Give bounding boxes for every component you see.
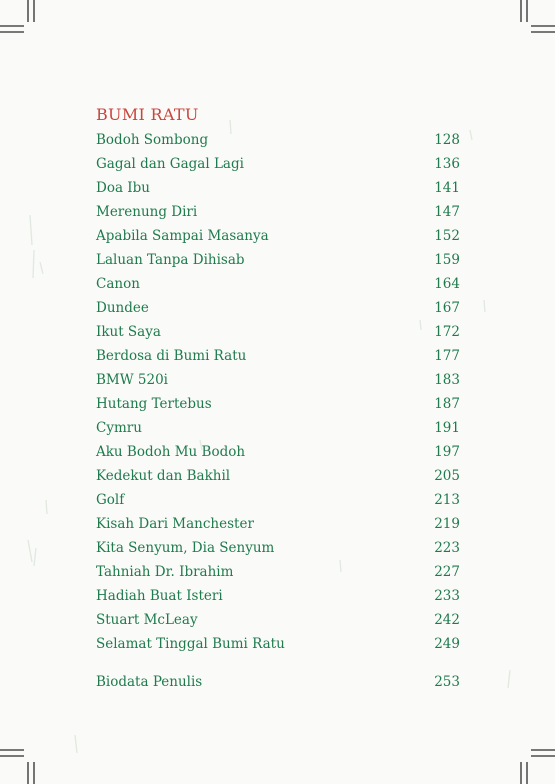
toc-entry-page: 167 — [434, 300, 460, 316]
toc-entry — [96, 636, 462, 656]
toc-entry-page: 233 — [434, 588, 460, 604]
toc-entry — [96, 420, 462, 440]
toc-entry — [96, 204, 462, 224]
toc-entry-title: Hutang Tertebus — [96, 396, 212, 412]
toc-entry-page: 227 — [434, 564, 460, 580]
toc-entry-page: 213 — [434, 492, 460, 508]
toc-entry-title: Stuart McLeay — [96, 612, 198, 628]
toc-entry-page: 141 — [434, 180, 460, 196]
toc-entry — [96, 228, 462, 248]
toc-entry-title: Golf — [96, 492, 125, 508]
toc-entry — [96, 396, 462, 416]
toc-entry-page: 223 — [434, 540, 460, 556]
toc-entry-title: Ikut Saya — [96, 324, 161, 340]
toc-entry — [96, 252, 462, 272]
toc-entry-page: 205 — [434, 468, 460, 484]
toc-entry-title: Apabila Sampai Masanya — [96, 228, 269, 244]
toc-entry — [96, 492, 462, 512]
toc-entry-appendix — [96, 674, 462, 694]
toc-entry-title: Kedekut dan Bakhil — [96, 468, 231, 484]
toc-entry-page: 177 — [434, 348, 460, 364]
toc-entry-page: 159 — [434, 252, 460, 268]
toc-entry-title: Gagal dan Gagal Lagi — [96, 156, 244, 172]
toc-entry — [96, 324, 462, 344]
toc-entry — [96, 444, 462, 464]
toc-entry — [96, 372, 462, 392]
toc-entry — [96, 180, 462, 200]
toc-entry-page: 197 — [434, 444, 460, 460]
toc-entry-title: Laluan Tanpa Dihisab — [96, 252, 245, 268]
toc-entry-title: Bodoh Sombong — [96, 132, 209, 148]
toc-entry-page: 242 — [434, 612, 460, 628]
toc-entry — [96, 132, 462, 152]
toc-entry — [96, 564, 462, 584]
toc-entry-page: 187 — [434, 396, 460, 412]
toc-entry-title: Berdosa di Bumi Ratu — [96, 348, 247, 364]
toc-entry — [96, 276, 462, 296]
toc-entry-title: Aku Bodoh Mu Bodoh — [96, 444, 246, 460]
toc-entry-page: 253 — [434, 674, 460, 690]
toc-entry-title: Cymru — [96, 420, 142, 436]
toc-entry — [96, 612, 462, 632]
toc-entry-title: Hadiah Buat Isteri — [96, 588, 223, 604]
toc-entry-page: 136 — [434, 156, 460, 172]
toc-entry — [96, 540, 462, 560]
toc-entry-title: Doa Ibu — [96, 180, 150, 196]
toc-entry-page: 183 — [434, 372, 460, 388]
toc-entry-title: BMW 520i — [96, 372, 168, 388]
toc-entry-title: Biodata Penulis — [96, 674, 203, 690]
toc-entry — [96, 468, 462, 488]
toc-entry-title: Tahniah Dr. Ibrahim — [96, 564, 234, 580]
toc-entry-page: 152 — [434, 228, 460, 244]
section-heading: BUMI RATU — [96, 105, 199, 124]
toc-entry — [96, 588, 462, 608]
toc-entry-page: 249 — [434, 636, 460, 652]
toc-entry-title: Merenung Diri — [96, 204, 198, 220]
toc-entry-title: Selamat Tinggal Bumi Ratu — [96, 636, 285, 652]
toc-entry-title: Canon — [96, 276, 140, 292]
toc-entry-title: Kisah Dari Manchester — [96, 516, 254, 532]
toc-entry — [96, 300, 462, 320]
toc-entry-page: 147 — [434, 204, 460, 220]
toc-entry-page: 191 — [434, 420, 460, 436]
toc-entry-title: Kita Senyum, Dia Senyum — [96, 540, 275, 556]
toc-entry — [96, 516, 462, 536]
toc-entry-page: 172 — [434, 324, 460, 340]
toc-entry-page: 128 — [434, 132, 460, 148]
toc-entry — [96, 156, 462, 176]
toc-entry — [96, 348, 462, 368]
toc-entry-page: 164 — [434, 276, 460, 292]
toc-entry-title: Dundee — [96, 300, 149, 316]
toc-entry-page: 219 — [434, 516, 460, 532]
